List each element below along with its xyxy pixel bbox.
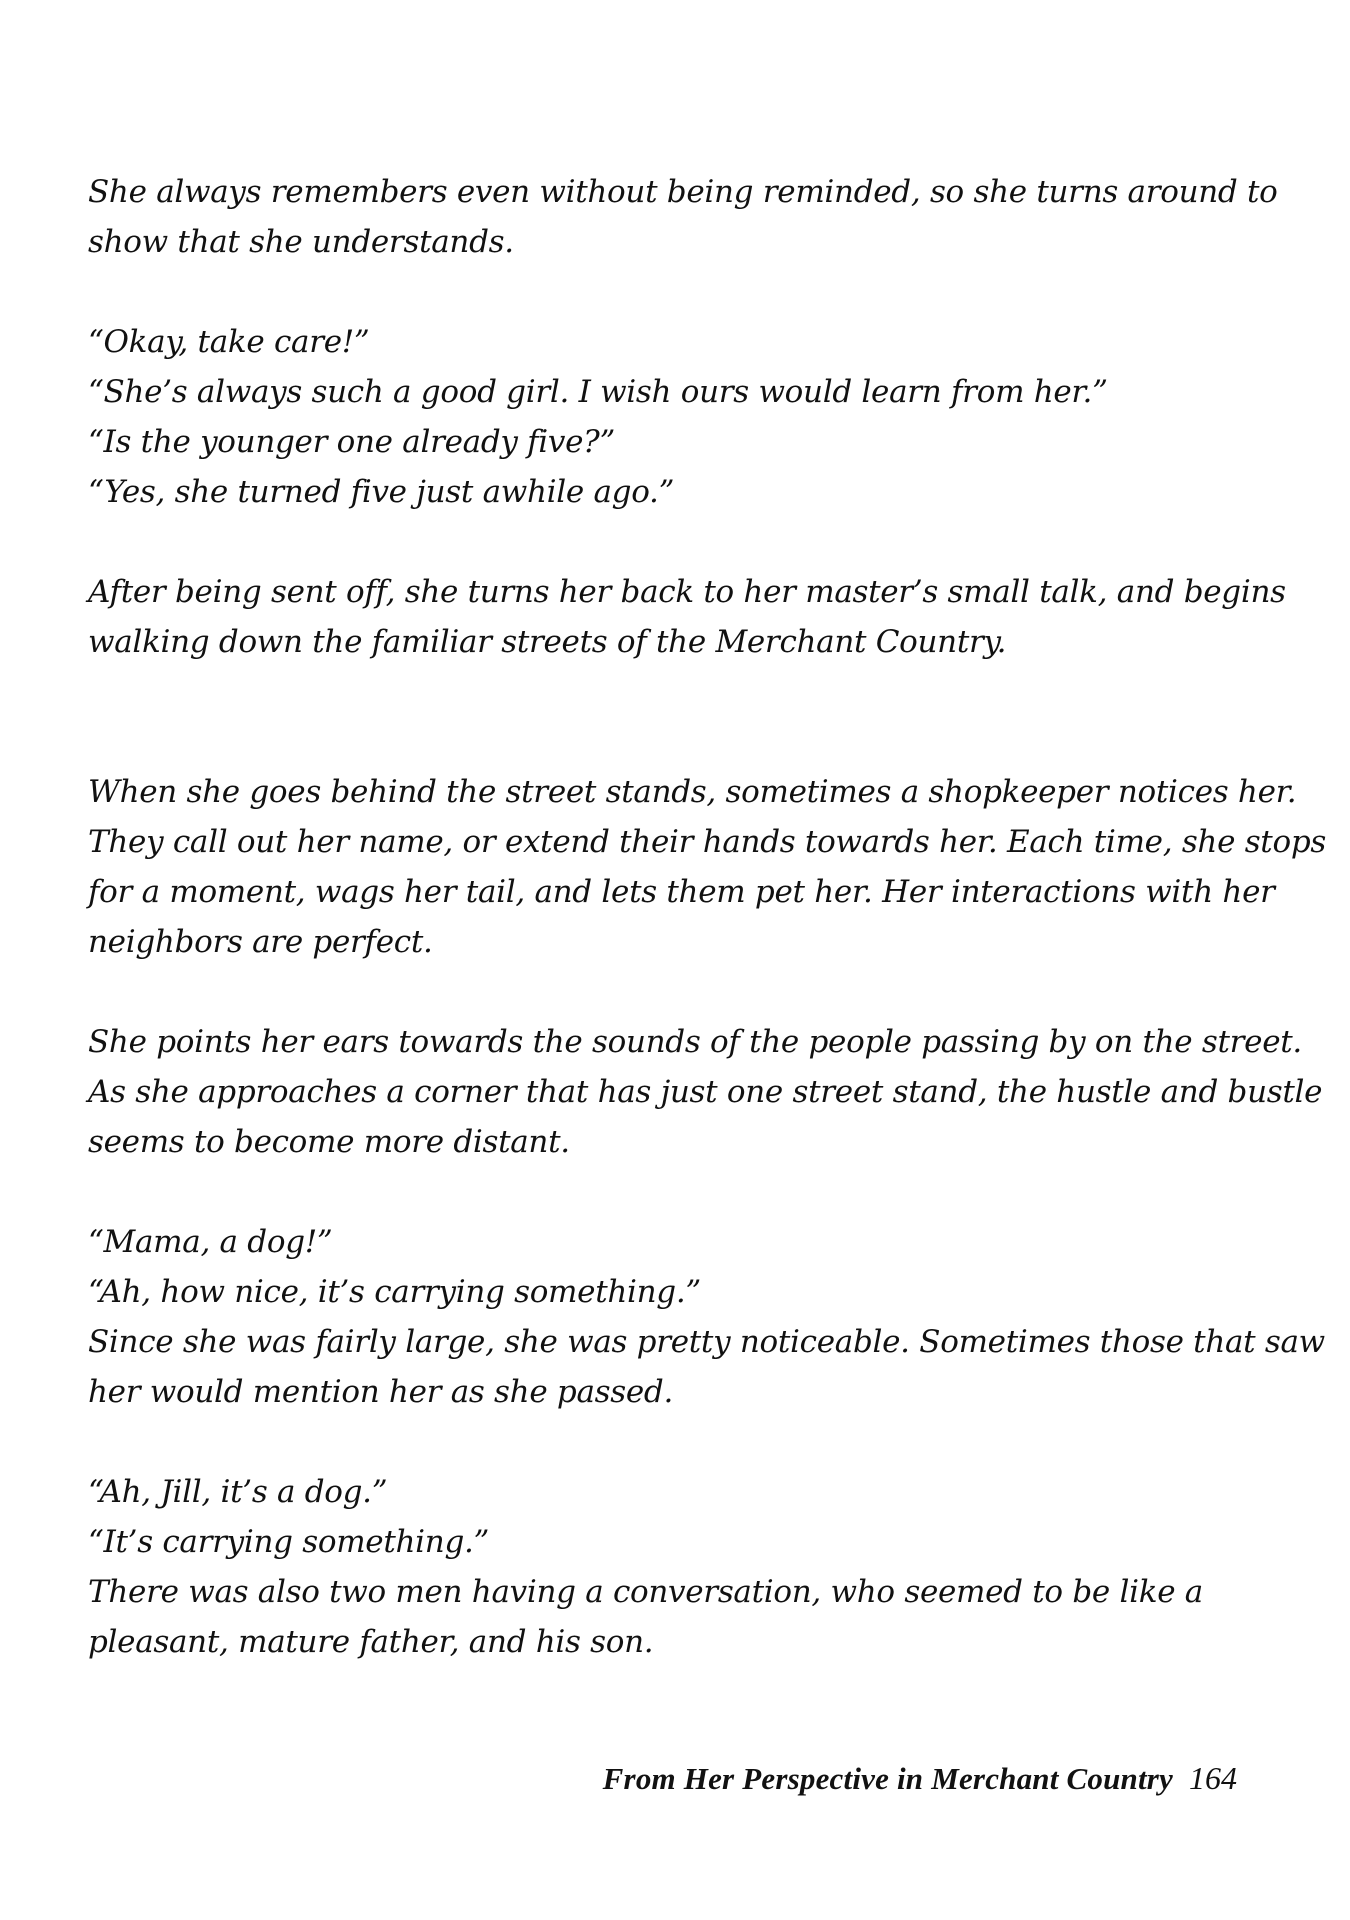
paragraph-2 — [88, 317, 1288, 517]
text-line: She always remembers even without being reminded, so she turns around to — [88, 174, 1278, 210]
paragraph-5 — [88, 1017, 1323, 1167]
text-line: There was also two men having a conversation, who seemed to be like a — [88, 1574, 1203, 1610]
dialogue-line: “Ah, how nice, it’s carrying something.” — [88, 1274, 701, 1310]
text-line: As she approaches a corner that has just one street stand, the hustle and bustle — [88, 1074, 1323, 1110]
page-body-text — [88, 167, 1326, 1717]
dialogue-line: “Is the younger one already five?” — [88, 424, 616, 460]
text-line: for a moment, wags her tail, and lets them pet her. Her interactions with her — [88, 874, 1275, 910]
text-line: Since she was fairly large, she was pretty noticeable. Sometimes those that saw — [88, 1324, 1325, 1360]
dialogue-line: “Okay, take care!” — [88, 324, 370, 360]
text-line: After being sent off, she turns her back to her master’s small talk, and begins — [88, 574, 1286, 610]
text-line: neighbors are perfect. — [88, 924, 433, 960]
paragraph-3 — [88, 567, 1288, 667]
dialogue-line: “Mama, a dog!” — [88, 1224, 333, 1260]
page-footer — [603, 1760, 1237, 1797]
dialogue-line: “She’s always such a good girl. I wish ours would learn from her.” — [88, 374, 1108, 410]
text-line: show that she understands. — [88, 224, 514, 260]
paragraph-6 — [88, 1217, 1325, 1417]
paragraph-4 — [88, 767, 1326, 967]
text-line: She points her ears towards the sounds of the people passing by on the street. — [88, 1024, 1302, 1060]
text-line: They call out her name, or extend their hands towards her. Each time, she stops — [88, 824, 1326, 860]
paragraph-7 — [88, 1467, 1288, 1667]
book-title: From Her Perspective in Merchant Country — [602, 1761, 1173, 1796]
page-number: 164 — [1189, 1760, 1237, 1796]
text-line: her would mention her as she passed. — [88, 1374, 674, 1410]
text-line: walking down the familiar streets of the Merchant Country. — [88, 624, 1007, 660]
text-line: When she goes behind the street stands, sometimes a shopkeeper notices her. — [88, 774, 1297, 810]
dialogue-line: “It’s carrying something.” — [88, 1524, 490, 1560]
text-line: seems to become more distant. — [88, 1124, 570, 1160]
text-line: pleasant, mature father, and his son. — [88, 1624, 654, 1660]
dialogue-line: “Ah, Jill, it’s a dog.” — [88, 1474, 388, 1510]
dialogue-line: “Yes, she turned five just awhile ago.” — [88, 474, 675, 510]
paragraph-1 — [88, 167, 1288, 267]
